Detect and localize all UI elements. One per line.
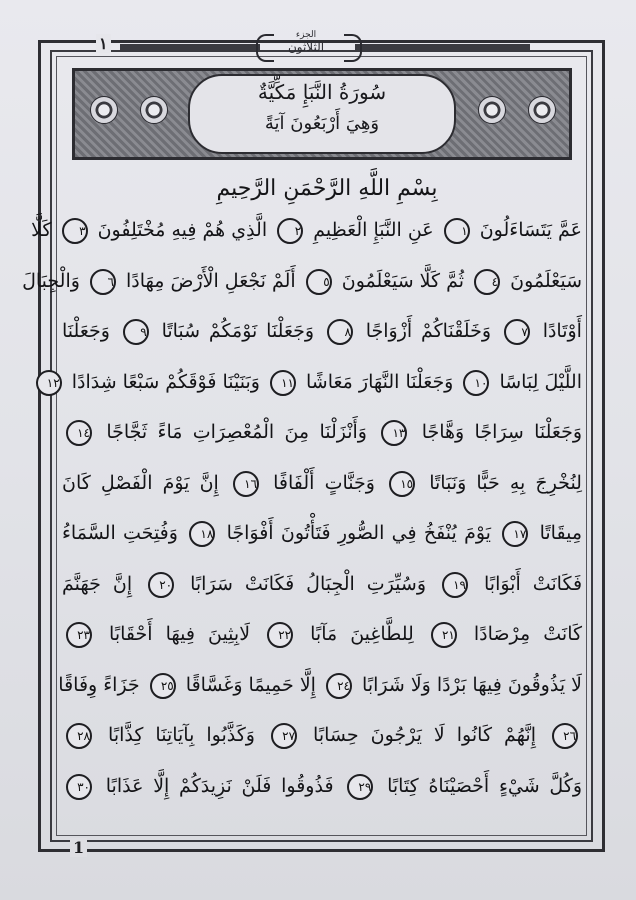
ayah-number-marker: ٤ [474, 269, 500, 295]
top-border-strip-left [120, 44, 260, 50]
ayah-number-marker: ٢٨ [66, 723, 92, 749]
juz-label-line2: الثلاثون [287, 40, 325, 54]
verse-line [62, 622, 582, 666]
verse-text: كَانَتْ مِرْصَادًا [473, 623, 583, 645]
verse-text: يَوْمَ يُنْفَخُ فِي الصُّورِ فَتَأْتُونَ أَفْوَاجًا [226, 522, 491, 544]
verse-line [62, 521, 582, 565]
verse-line [62, 572, 582, 616]
ayah-number-marker: ١٠ [463, 370, 489, 396]
verse-text: وَجَعَلْنَا [62, 320, 110, 342]
floral-ornament-icon [528, 96, 556, 124]
verse-text: عَنِ النَّبَإِ الْعَظِيمِ [313, 219, 434, 241]
verse-text: وَبَنَيْنَا فَوْقَكُمْ سَبْعًا شِدَادًا [71, 370, 260, 393]
basmala: بِسْمِ اللَّهِ الرَّحْمَنِ الرَّحِيمِ [216, 176, 438, 201]
verse-text: لَا يَذُوقُونَ فِيهَا بَرْدًا وَلَا شَرَابًا [362, 673, 582, 696]
ayah-number-marker: ٢٠ [148, 572, 174, 598]
verse-line [62, 774, 582, 818]
ayah-number-marker: ٢٥ [150, 673, 176, 699]
verse-text: مِيقَاتًا [539, 522, 582, 544]
verse-text: فَكَانَتْ أَبْوَابًا [484, 572, 583, 595]
juz-number: ١ [96, 34, 111, 53]
top-border-strip-right [355, 44, 530, 50]
verse-text: أَوْتَادًا [542, 320, 582, 342]
verse-text: وَجَعَلْنَا نَوْمَكُمْ سُبَاتًا [161, 320, 315, 342]
verse-text: إِنَّ يَوْمَ الْفَصْلِ كَانَ [62, 471, 219, 494]
page-number: 1 [70, 838, 87, 857]
ayah-number-marker: ١٥ [389, 471, 415, 497]
verse-text: وَجَنَّاتٍ أَلْفَافًا [273, 471, 375, 494]
verse-text: إِنَّهُمْ كَانُوا لَا يَرْجُونَ حِسَابًا [313, 724, 536, 746]
juz-label-line1: الجزء [295, 30, 317, 40]
ayah-number-marker: ٩ [123, 319, 149, 345]
verse-text: لِلطَّاغِينَ مَآبًا [310, 623, 414, 645]
surah-subtitle: وَهِيَ أَرْبَعُونَ آيَةً [264, 113, 380, 134]
verse-line [62, 420, 582, 464]
verse-line [31, 218, 582, 262]
verse-text: وَجَعَلْنَا سِرَاجًا وَهَّاجًا [421, 421, 582, 443]
ayah-number-marker: ٥ [306, 269, 332, 295]
verse-text: إِلَّا حَمِيمًا وَغَسَّاقًا [185, 673, 316, 696]
floral-ornament-icon [90, 96, 118, 124]
ayah-number-marker: ٢ [277, 218, 303, 244]
verse-line [58, 673, 582, 717]
verse-line [62, 471, 582, 515]
verse-text: اللَّيْلَ لِبَاسًا [499, 370, 582, 393]
verse-text: أَلَمْ نَجْعَلِ الْأَرْضَ مِهَادًا [126, 269, 296, 292]
ayah-number-marker: ٢١ [431, 622, 457, 648]
ayah-number-marker: ١٨ [189, 521, 215, 547]
verse-line [62, 723, 582, 767]
verse-text: وَكُلَّ شَيْءٍ أَحْصَيْنَاهُ كِتَابًا [387, 774, 583, 797]
ayah-number-marker: ٧ [504, 319, 530, 345]
ayah-number-marker: ٢٢ [267, 622, 293, 648]
ayah-number-marker: ٢٤ [326, 673, 352, 699]
floral-ornament-icon [478, 96, 506, 124]
verse-text: الَّذِي هُمْ فِيهِ مُخْتَلِفُونَ [97, 219, 268, 241]
ayah-number-marker: ٦ [90, 269, 116, 295]
ayah-number-marker: ٢٣ [66, 622, 92, 648]
ayah-number-marker: ٣ [62, 218, 88, 244]
verse-text: لِنُخْرِجَ بِهِ حَبًّا وَنَبَاتًا [429, 471, 582, 494]
ayah-number-marker: ١٦ [233, 471, 259, 497]
ayah-number-marker: ١٣ [381, 420, 407, 446]
verse-text: وَخَلَقْنَاكُمْ أَزْوَاجًا [365, 320, 492, 342]
verse-text: وَأَنْزَلْنَا مِنَ الْمُعْصِرَاتِ مَاءً ثَجَّاجًا [106, 421, 367, 443]
ayah-number-marker: ١٢ [36, 370, 62, 396]
verse-text: وَفُتِحَتِ السَّمَاءُ [62, 522, 178, 544]
verse-text: فَذُوقُوا فَلَنْ نَزِيدَكُمْ إِلَّا عَذَابًا [105, 774, 334, 797]
surah-title: سُورَةُ النَّبَإِ مَكِّيَّةٌ [257, 80, 387, 104]
verse-text: عَمَّ يَتَسَاءَلُونَ [479, 219, 582, 241]
verse-text: وَسُيِّرَتِ الْجِبَالُ فَكَانَتْ سَرَابًا [190, 572, 426, 595]
verse-text: وَكَذَّبُوا بِآيَاتِنَا كِذَّابًا [108, 724, 255, 746]
ayah-number-marker: ٢٩ [347, 774, 373, 800]
verse-text: لَابِثِينَ فِيهَا أَحْقَابًا [109, 623, 251, 645]
ayah-number-marker: ١٩ [442, 572, 468, 598]
verse-text: وَالْجِبَالَ [22, 269, 80, 292]
verse-text: وَجَعَلْنَا النَّهَارَ مَعَاشًا [306, 370, 454, 393]
verse-line [62, 319, 582, 363]
verse-text: كَلَّا [31, 219, 52, 241]
verse-line [22, 269, 582, 313]
ayah-number-marker: ١١ [270, 370, 296, 396]
verse-text: سَيَعْلَمُونَ [510, 269, 582, 292]
verse-line [46, 370, 582, 414]
ayah-number-marker: ١ [444, 218, 470, 244]
ayah-number-marker: ١٤ [66, 420, 92, 446]
ayah-number-marker: ٨ [327, 319, 353, 345]
verse-text: إِنَّ جَهَنَّمَ [62, 572, 133, 595]
juz-label [262, 30, 350, 64]
ayah-number-marker: ٢٧ [271, 723, 297, 749]
ayah-number-marker: ٢٦ [552, 723, 578, 749]
ayah-number-marker: ١٧ [502, 521, 528, 547]
floral-ornament-icon [140, 96, 168, 124]
verse-text: جَزَاءً وِفَاقًا [58, 673, 140, 696]
verse-text: ثُمَّ كَلَّا سَيَعْلَمُونَ [341, 269, 465, 292]
ayah-number-marker: ٣٠ [66, 774, 92, 800]
